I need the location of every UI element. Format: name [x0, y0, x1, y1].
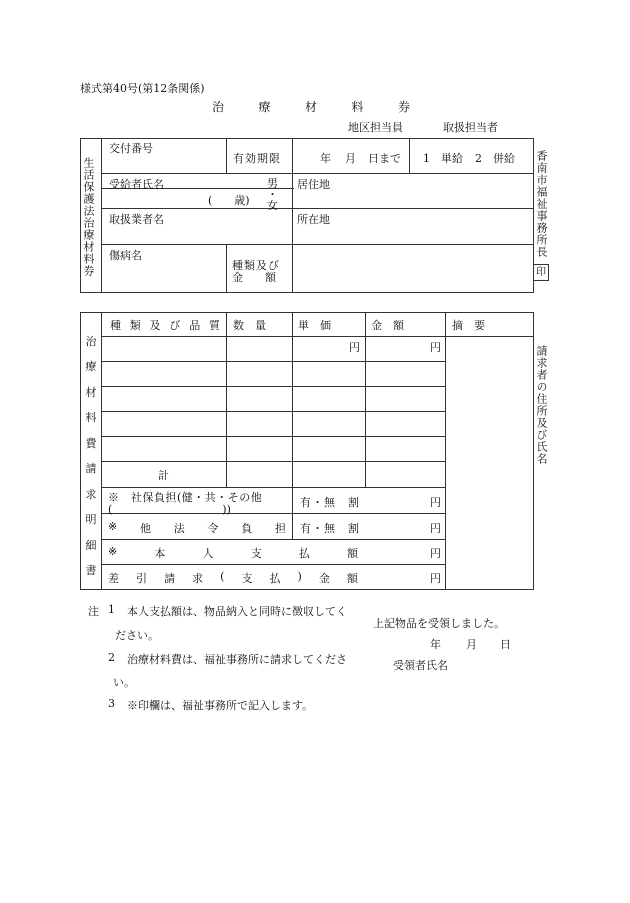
note-1-number: 1 — [108, 603, 115, 616]
note-2-text-cont: い。 — [113, 676, 135, 689]
gender-female: 女 — [267, 199, 278, 212]
claim-side-label-char: 料 — [85, 411, 97, 425]
header-type-quality — [110, 317, 220, 333]
note-label: 注 — [88, 605, 99, 618]
claim-side-label-char: 療 — [85, 360, 97, 374]
type-amount-label-2: 金 額 — [232, 271, 276, 284]
note-2-number: 2 — [108, 651, 115, 664]
claim-side-label-char: 材 — [85, 385, 97, 399]
note-1-text: 本人支払額は、物品納入と同時に徴収してく — [127, 605, 347, 618]
header-type-quality-char: 種 — [110, 319, 121, 332]
header-type-quality-char: 及 — [149, 319, 161, 332]
date-until: 日まで — [368, 152, 401, 165]
single-supply: 1 単給 — [423, 152, 463, 165]
ticket-side-label: 生活保護法治療材料券 — [82, 157, 95, 277]
other-law-rate: 有・無 割 — [300, 522, 360, 535]
seal-box: 印 — [533, 264, 549, 281]
header-type-quality-char: び — [169, 319, 181, 332]
social-insurance-yen: 円 — [430, 496, 441, 509]
amount-yen: 円 — [430, 341, 441, 354]
claimant-address-name: 請求者の住所及び氏名 — [535, 345, 548, 465]
unit-price-yen: 円 — [349, 341, 360, 354]
residence-label: 居住地 — [297, 178, 330, 191]
note-2-text: 治療材料費は、福祉事務所に請求してくださ — [127, 653, 347, 666]
claim-side-label — [84, 333, 98, 578]
difference-claim-yen: 円 — [430, 572, 441, 585]
claim-side-label-char: 求 — [85, 487, 97, 501]
receipt-month: 月 — [466, 638, 477, 651]
received-statement: 上記物品を受領しました。 — [373, 617, 505, 630]
social-insurance-paren: ( )) — [108, 503, 231, 516]
other-law-burden: ※ 他 法 令 負 担 — [108, 520, 286, 535]
age-field: ( 歳) — [208, 194, 250, 207]
header-type-quality-char: 類 — [129, 319, 141, 332]
difference-claim-amount: 差 引 請 求 ( 支 払 ) 金 額 — [108, 570, 358, 585]
header-type-quality-char: 質 — [208, 319, 220, 332]
receiver-name-label: 受領者氏名 — [393, 659, 448, 672]
other-law-yen: 円 — [430, 522, 441, 535]
claim-side-label-char: 書 — [85, 563, 97, 577]
self-payment-amount: ※ 本 人 支 払 額 — [108, 545, 358, 560]
handling-officer-label: 取扱担当者 — [443, 121, 498, 134]
recipient-name-label: 受給者氏名 — [109, 178, 164, 191]
header-quantity: 数 量 — [233, 319, 266, 332]
handler-name-label: 取扱業者名 — [109, 213, 164, 226]
disease-name-label: 傷病名 — [109, 249, 142, 262]
form-number: 様式第40号(第12条関係) — [80, 82, 205, 95]
welfare-office-director: 香南市福祉事務所長 — [535, 150, 548, 258]
valid-period-label: 有効期限 — [233, 152, 281, 165]
page-title: 治 療 材 料 券 — [212, 100, 410, 114]
claim-side-label-char: 費 — [85, 436, 97, 450]
claim-side-label-char: 細 — [85, 538, 97, 552]
district-officer-label: 地区担当員 — [348, 121, 403, 134]
type-amount-label-1: 種類及び — [232, 259, 280, 272]
note-3-text: ※印欄は、福祉事務所で記入します。 — [127, 699, 314, 712]
gender-male: 男 — [267, 177, 278, 190]
combined-supply: 2 併給 — [475, 152, 515, 165]
claim-side-label-char: 請 — [85, 462, 97, 476]
gender-separator: ・ — [267, 188, 278, 201]
issue-number-label: 交付番号 — [109, 142, 153, 155]
note-1-text-cont: ださい。 — [115, 629, 159, 642]
date-month: 月 — [345, 152, 356, 165]
self-payment-yen: 円 — [430, 547, 441, 560]
date-year: 年 — [320, 152, 331, 165]
location-label: 所在地 — [297, 213, 330, 226]
total-label: 計 — [158, 469, 169, 482]
header-type-quality-char: 品 — [189, 319, 201, 332]
header-amount: 金 額 — [371, 319, 404, 332]
note-3-number: 3 — [108, 697, 115, 710]
claim-side-label-char: 治 — [85, 335, 97, 348]
social-insurance-rate: 有・無 割 — [300, 496, 360, 509]
receipt-year: 年 — [430, 638, 441, 651]
social-insurance-label: ※ 社保負担(健・共・その他 — [108, 491, 263, 504]
header-remarks: 摘 要 — [452, 319, 485, 332]
header-unit-price: 単 価 — [298, 319, 331, 332]
claim-side-label-char: 明 — [85, 513, 97, 527]
receipt-day: 日 — [500, 638, 511, 651]
